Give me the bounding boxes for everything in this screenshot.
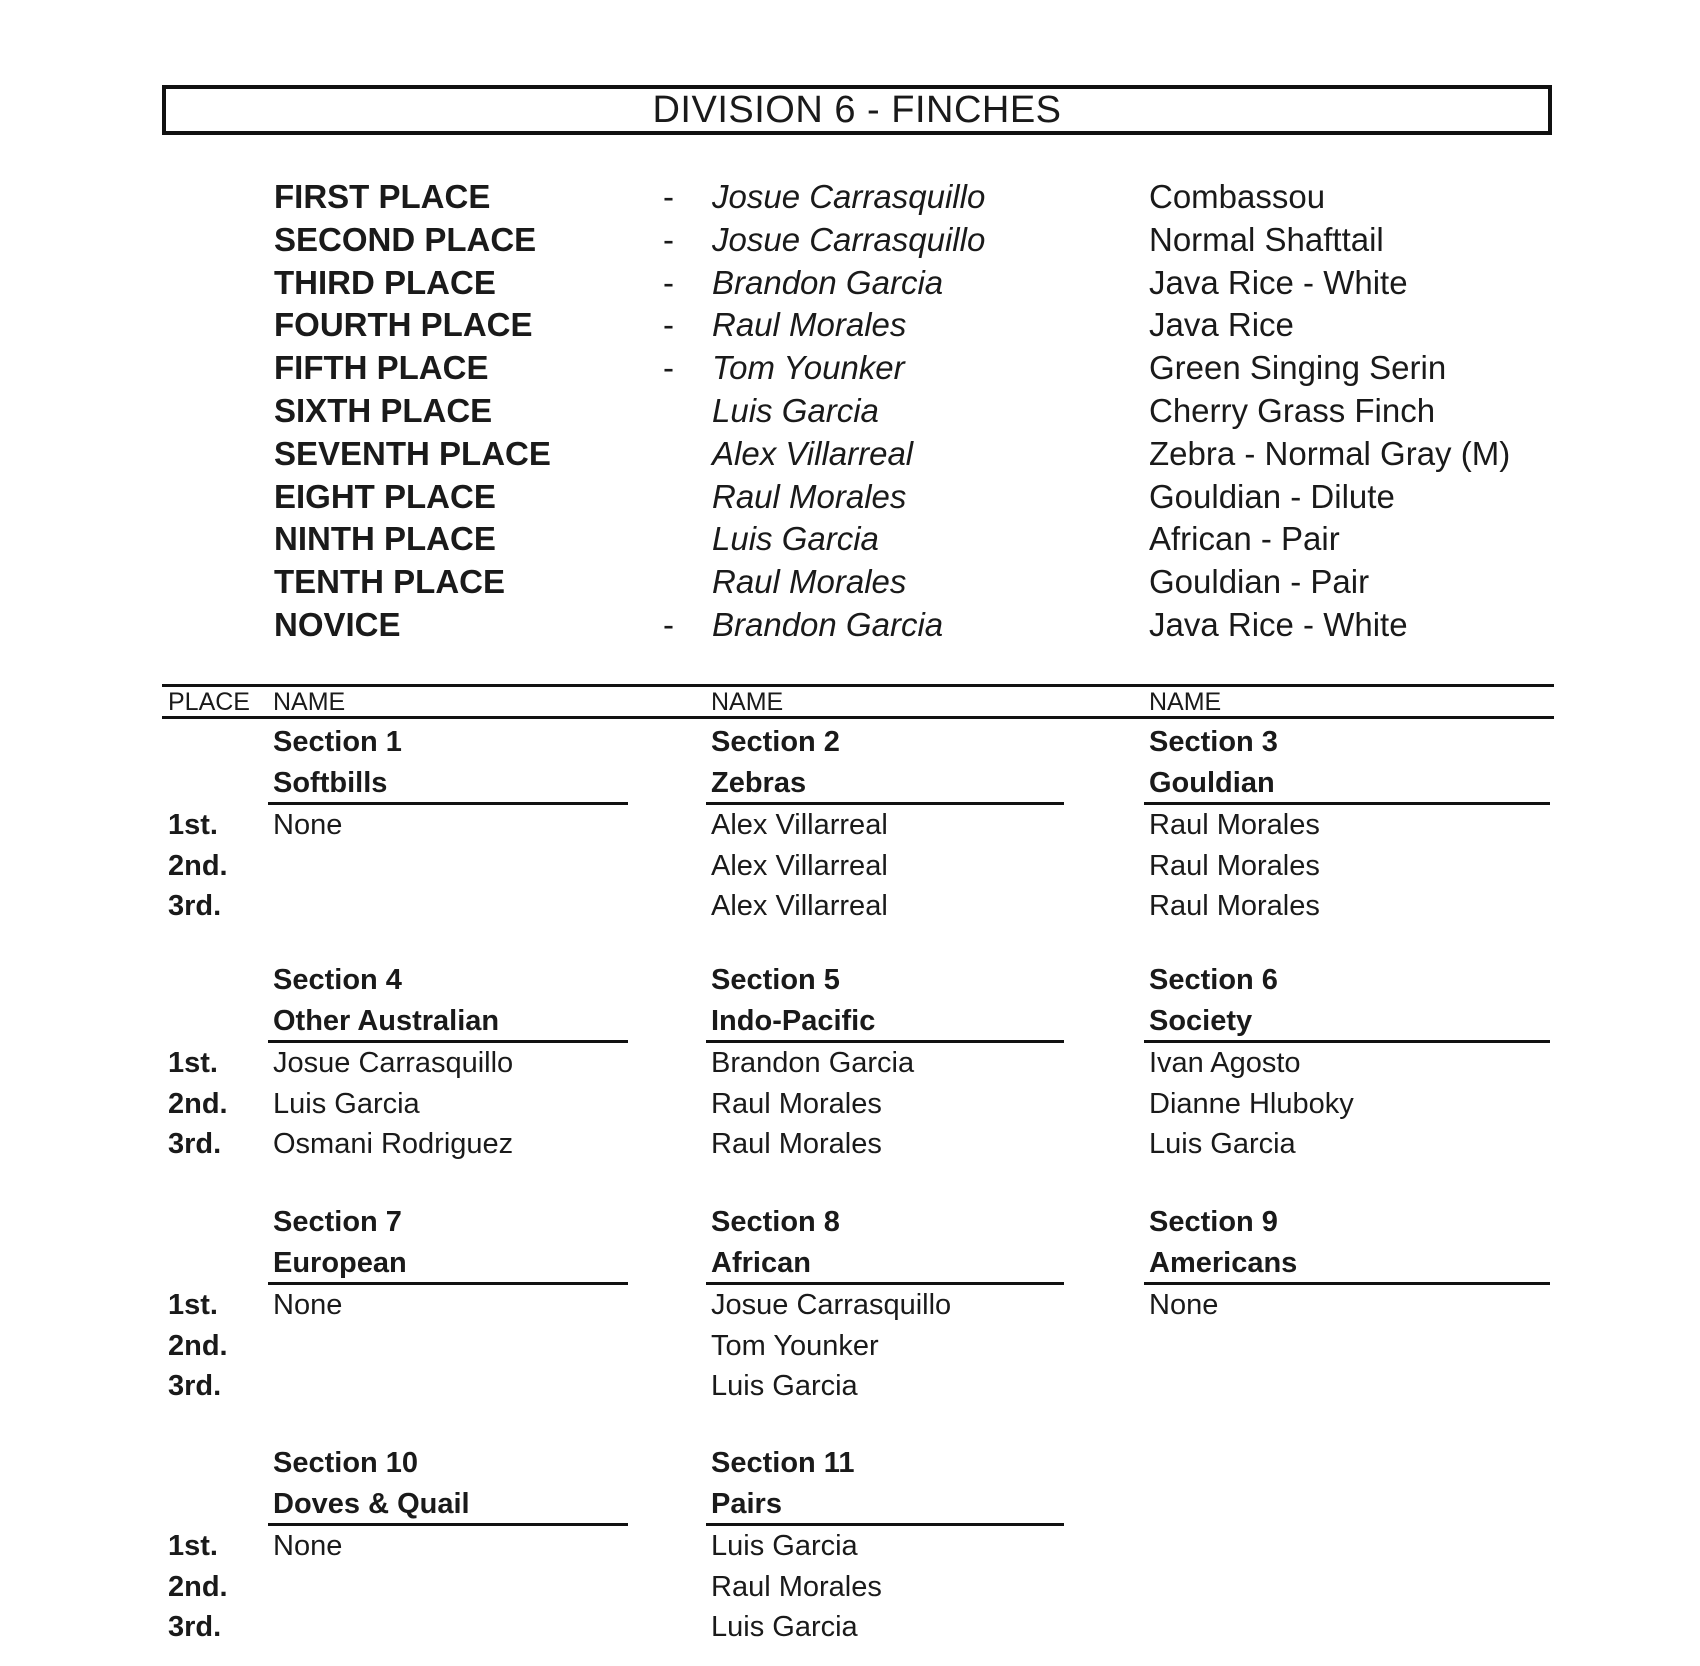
section-title: Section 1 — [273, 726, 402, 758]
award-bird: Normal Shafttail — [1149, 220, 1384, 258]
section-category: Other Australian — [273, 1005, 500, 1037]
section-entries — [711, 1043, 914, 1165]
section-entry: Dianne Hluboky — [1149, 1087, 1354, 1120]
section-title: Section 7 — [273, 1206, 402, 1238]
section-entry — [273, 1567, 342, 1608]
section-block — [1149, 960, 1354, 1160]
section-entry: Alex Villarreal — [711, 890, 888, 922]
place-label: 2nd. — [168, 1087, 228, 1120]
section-entries — [1149, 1043, 1354, 1165]
section-entry: Raul Morales — [711, 1570, 882, 1603]
header-rule-bottom — [162, 716, 1554, 719]
award-row — [0, 606, 1700, 648]
section-category: Americans — [1149, 1247, 1298, 1279]
section-title: Section 3 — [1149, 726, 1278, 758]
section-entries — [273, 1526, 342, 1648]
award-row — [0, 392, 1700, 434]
section-entry: Luis Garcia — [711, 1370, 858, 1402]
section-entry: Raul Morales — [1149, 890, 1320, 922]
section-title: Section 4 — [273, 964, 402, 996]
section-title: Section 2 — [711, 726, 840, 758]
section-entry: Alex Villarreal — [711, 809, 888, 841]
section-entry: Luis Garcia — [273, 1087, 420, 1120]
section-title: Section 6 — [1149, 964, 1278, 996]
section-category: European — [273, 1247, 407, 1279]
section-entries — [711, 805, 888, 927]
section-title: Section 8 — [711, 1206, 840, 1238]
award-place: THIRD PLACE — [274, 263, 496, 301]
section-entry: Tom Younker — [711, 1329, 879, 1362]
section-block — [1149, 722, 1320, 922]
award-place: NOVICE — [274, 606, 401, 643]
award-dash: - — [663, 178, 674, 215]
award-bird: Green Singing Serin — [1149, 349, 1447, 387]
section-entries — [711, 1285, 951, 1407]
section-block — [273, 1202, 407, 1321]
award-winner-name: Tom Younker — [712, 349, 905, 387]
place-label: 2nd. — [168, 849, 228, 882]
place-label: 1st. — [168, 1530, 218, 1562]
award-place: SIXTH PLACE — [274, 392, 493, 429]
section-title: Section 11 — [711, 1447, 855, 1479]
section-entries — [711, 1526, 882, 1648]
section-entry: Luis Garcia — [711, 1530, 858, 1562]
section-title: Section 5 — [711, 964, 840, 996]
award-row — [0, 306, 1700, 348]
award-row — [0, 349, 1700, 391]
place-label: 3rd. — [168, 1370, 222, 1402]
section-block — [711, 1443, 882, 1643]
section-entry: Brandon Garcia — [711, 1047, 915, 1079]
section-category: Indo-Pacific — [711, 1005, 876, 1037]
section-block — [273, 1443, 470, 1562]
award-bird: Cherry Grass Finch — [1149, 392, 1436, 429]
award-row — [0, 563, 1700, 605]
award-place: NINTH PLACE — [274, 520, 496, 558]
award-row — [0, 178, 1700, 220]
header-name-label-3: NAME — [1149, 688, 1222, 716]
section-entry — [273, 846, 342, 887]
section-entry: Raul Morales — [711, 1087, 882, 1120]
section-entry: None — [273, 809, 343, 841]
award-place: FIRST PLACE — [274, 178, 491, 215]
award-winner-name: Josue Carrasquillo — [712, 178, 986, 215]
award-row — [0, 264, 1700, 306]
section-entry: Luis Garcia — [1149, 1128, 1296, 1160]
award-bird: Java Rice — [1149, 306, 1294, 344]
award-bird: Java Rice - White — [1149, 263, 1408, 301]
award-place: EIGHT PLACE — [274, 477, 496, 515]
section-entry: Luis Garcia — [711, 1611, 858, 1643]
section-entry — [1149, 1366, 1218, 1407]
place-label: 3rd. — [168, 890, 222, 922]
award-place: TENTH PLACE — [274, 563, 505, 601]
award-place: FOURTH PLACE — [274, 306, 533, 344]
section-category: Softbills — [273, 767, 388, 799]
section-entries — [273, 805, 342, 927]
section-entry: None — [273, 1289, 343, 1321]
section-entry: None — [1149, 1289, 1219, 1321]
section-entry — [273, 1326, 342, 1367]
section-block — [273, 960, 514, 1160]
section-category: Doves & Quail — [273, 1488, 470, 1520]
award-dash: - — [663, 606, 674, 643]
award-row — [0, 478, 1700, 520]
header-name-label-2: NAME — [711, 688, 784, 716]
award-winner-name: Raul Morales — [712, 306, 907, 344]
section-entries — [273, 1285, 342, 1407]
section-entry — [1149, 1326, 1218, 1367]
award-row — [0, 435, 1700, 477]
award-place: SECOND PLACE — [274, 220, 537, 258]
award-dash: - — [663, 220, 674, 258]
section-entry: Alex Villarreal — [711, 849, 888, 882]
section-entry — [273, 1607, 342, 1648]
award-row — [0, 520, 1700, 562]
award-bird: Gouldian - Pair — [1149, 563, 1370, 601]
award-row — [0, 221, 1700, 263]
section-entry: Osmani Rodriguez — [273, 1128, 514, 1160]
award-place: FIFTH PLACE — [274, 349, 489, 387]
section-entry: Ivan Agosto — [1149, 1047, 1301, 1079]
section-entry: Raul Morales — [711, 1128, 882, 1160]
section-entries — [1149, 1285, 1218, 1407]
award-winner-name: Luis Garcia — [712, 392, 879, 429]
section-block — [1149, 1202, 1298, 1321]
place-label: 3rd. — [168, 1611, 222, 1643]
award-dash: - — [663, 306, 674, 344]
award-winner-name: Luis Garcia — [712, 520, 879, 558]
section-entry — [273, 1366, 342, 1407]
award-winner-name: Brandon Garcia — [712, 606, 944, 643]
section-entry — [273, 886, 342, 927]
award-bird: Java Rice - White — [1149, 606, 1408, 643]
award-bird: Gouldian - Dilute — [1149, 477, 1395, 515]
award-winner-name: Raul Morales — [712, 563, 907, 601]
section-title: Section 9 — [1149, 1206, 1278, 1238]
section-category: Society — [1149, 1005, 1253, 1037]
place-label: 2nd. — [168, 1570, 228, 1603]
award-winner-name: Alex Villarreal — [712, 434, 914, 472]
award-dash: - — [663, 349, 674, 387]
section-category: Gouldian — [1149, 767, 1275, 799]
place-label: 1st. — [168, 1289, 218, 1321]
award-winner-name: Josue Carrasquillo — [712, 220, 986, 258]
section-block — [711, 1202, 952, 1402]
place-label: 1st. — [168, 809, 218, 841]
header-rule-top — [162, 684, 1554, 687]
section-entry: Raul Morales — [1149, 849, 1320, 882]
award-winner-name: Brandon Garcia — [712, 263, 944, 301]
section-entries — [273, 1043, 513, 1165]
header-place-label: PLACE — [168, 688, 250, 716]
section-entry: None — [273, 1530, 343, 1562]
section-entry: Josue Carrasquillo — [273, 1047, 514, 1079]
award-dash: - — [663, 263, 674, 301]
division-title: DIVISION 6 - FINCHES — [652, 88, 1062, 131]
section-category: Zebras — [711, 767, 807, 799]
award-bird: Zebra - Normal Gray (M) — [1149, 434, 1511, 472]
section-title: Section 10 — [273, 1447, 419, 1479]
section-block — [711, 722, 888, 922]
award-bird: Combassou — [1149, 178, 1326, 215]
header-name-label-1: NAME — [273, 688, 346, 716]
section-entry: Josue Carrasquillo — [711, 1289, 952, 1321]
section-block — [711, 960, 915, 1160]
award-winner-name: Raul Morales — [712, 477, 907, 515]
section-block — [273, 722, 402, 841]
award-place: SEVENTH PLACE — [274, 434, 551, 472]
award-bird: African - Pair — [1149, 520, 1340, 558]
place-label: 2nd. — [168, 1329, 228, 1362]
section-entry: Raul Morales — [1149, 809, 1320, 841]
section-category: African — [711, 1247, 811, 1279]
section-category: Pairs — [711, 1488, 782, 1520]
division-title-box — [162, 85, 1552, 135]
place-label: 1st. — [168, 1047, 218, 1079]
section-entries — [1149, 805, 1320, 927]
place-label: 3rd. — [168, 1128, 222, 1160]
